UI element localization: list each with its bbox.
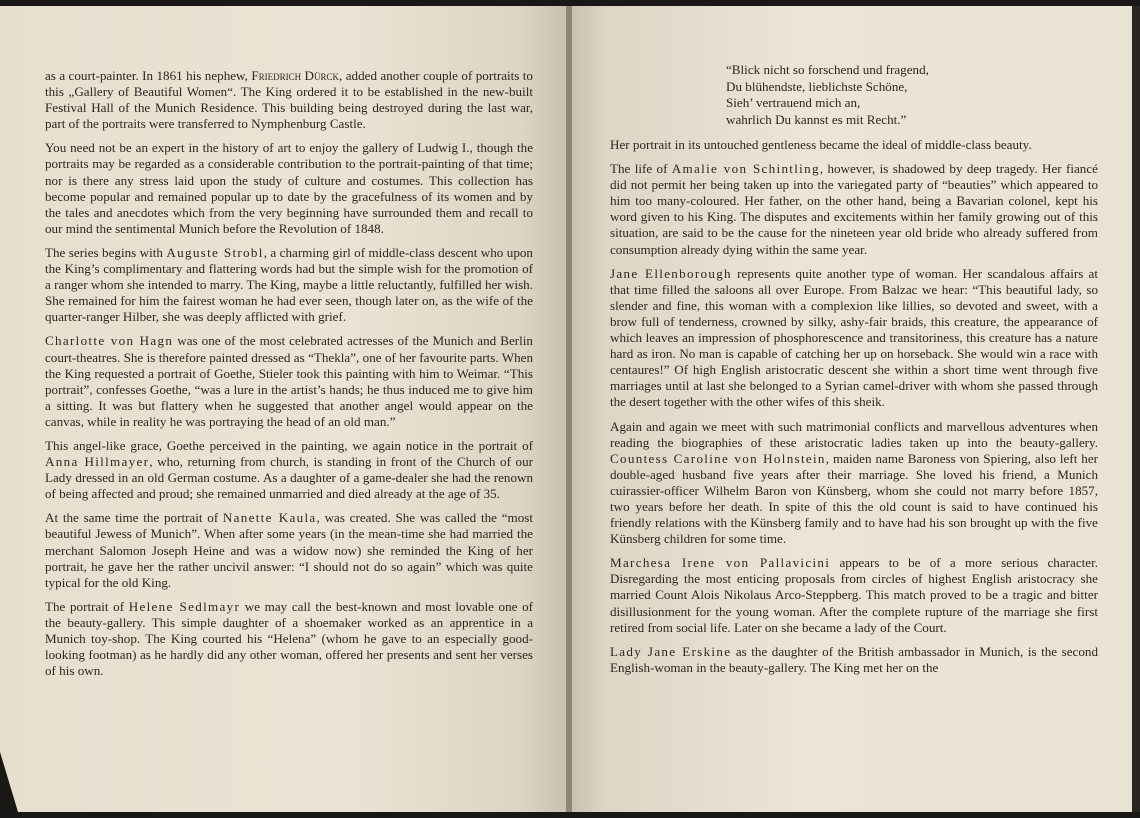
- name-irene-von-pallavicini: Marchesa Irene von Pallavicini: [610, 555, 831, 571]
- right-page: [572, 6, 1132, 812]
- poem-line: Sieh’ vertrauend mich an,: [726, 95, 861, 110]
- name-auguste-strobl: Auguste Strobl: [166, 244, 264, 260]
- name-caroline-von-holnstein: Countess Caroline von Holnstein: [610, 450, 826, 466]
- right-edge-shadow: [1132, 6, 1140, 812]
- paragraph-amalie-von-schintling: The life of Amalie von Schintling, however, is shadowed by deep tragedy. Her fiancé did not permit her being taken up into the variegated party of “beauties” which appeared to him too many-coloured. Her father, on the other hand, being a Bavarian colonel, kept his word given to his King. The disputes and excitements within her family growing out of this situation, are said to be the cause for the nineteen year old bride who already suffered from consumption already dying within the same year.: [610, 161, 1098, 257]
- name-friedrich-durck: Friedrich Dürck: [251, 68, 340, 83]
- paragraph-caroline-von-holnstein: Again and again we meet with such matrimonial conflicts and marvellous adventures when reading the biographies of these aristocratic ladies taken up into the beauty-gallery. Countess Caroline von Holnstein, maiden name Baroness von Spiering, also left her double-aged husband five years after their marriage. She loved his friend, a Munich cuirassier-officer Wilhelm Baron von Künsberg, whom she could not marry before 1857, two years before her death. In spite of this the old count is said to have continued his friendly relations with the Künsberg family and to have had his son brought up with the five Künsberg children for some time.: [610, 418, 1098, 547]
- paragraph-helene-sedlmayr: The portrait of Helene Sedlmayr we may call the best-known and most lovable one of the beauty-gallery. This simple daughter of a shoemaker worked as an apprentice in a Munich toy-shop. The King courted his “Helena” (whom he gave to an especially good-looking footman) as he hardly did any other woman, offered her presents and sent her verses of his own.: [45, 598, 534, 679]
- paragraph-irene-von-pallavicini: Marchesa Irene von Pallavicini appears to be of a more serious character. Disregarding the most enticing proposals from circles of highest English aristocracy she married Count Alois Nikolaus Arco-Steppberg. This match proved to be a tragic and bitter disillusionment for the young woman. After the complete rupture of the marriage she first retired from social life. Later on she became a lady of the Court.: [610, 555, 1099, 635]
- paragraph-durck: as a court-painter. In 1861 his nephew, Friedrich Dürck, added another couple of portraits to this „Gallery of Beautiful Women“. The King ordered it to be established in the new-built Festival Hall of the Munich Residence. This building being destroyed during the last war, part of the portraits were transferred to Nymphenburg Castle.: [45, 68, 533, 132]
- name-helene-sedlmayr: Helene Sedlmayr: [128, 598, 241, 614]
- name-anna-hillmayer: Anna Hillmayer: [45, 454, 150, 470]
- paragraph-gallery-intro: You need not be an expert in the history of art to enjoy the gallery of Ludwig I., though the portraits may be regarded as a considerable contribution to the portrait-painting of that time; nor is there any stress laid upon the study of culture and costumes. This collection has become popular and remained popular up to date by the gracefulness of its women and by the tales and anecdotes which from the very beginning have surrounded them and recall to our mind the sentimental Munich before the Revolution of 1848.: [45, 140, 533, 236]
- paragraph-portrait-ideal: Her portrait in its untouched gentleness became the ideal of middle-class beauty.: [610, 137, 1032, 152]
- poem-line: wahrlich Du kannst es mit Recht.”: [726, 111, 907, 127]
- right-page-text: [610, 62, 1098, 684]
- name-jane-erskine: Lady Jane Erskine: [610, 643, 732, 659]
- poem-line: Du blühendste, lieblichste Schöne,: [726, 78, 908, 94]
- name-jane-ellenborough: Jane Ellenborough: [610, 265, 732, 281]
- name-nanette-kaula: Nanette Kaula: [222, 510, 317, 526]
- paragraph-nanette-kaula: At the same time the portrait of Nanette Kaula, was created. She was called the “most beautiful Jewess of Munich”. When after some years (in the mean-time she had married the merchant Salomon Joseph Heine and was a widow now) she reminded the King of her portrait, he gave her the rather uncivil answer: “I should not do so again” which was quite typical for the old King.: [45, 510, 533, 590]
- left-page: [0, 6, 568, 812]
- name-charlotte-von-hagn: Charlotte von Hagn: [45, 333, 174, 349]
- left-page-text: [45, 68, 533, 687]
- paragraph-jane-erskine: Lady Jane Erskine as the daughter of the British ambassador in Munich, is the second English-woman in the beauty-gallery. The King met her on the: [610, 643, 1098, 675]
- poem-line: “Blick nicht so forschend und fragend,: [726, 62, 929, 77]
- paragraph-jane-ellenborough: Jane Ellenborough represents quite another type of woman. Her scandalous affairs at that time filled the saloons all over Europe. From Balzac we hear: “This beautiful lady, so slender and fine, this woman with a complexion like lillies, so devoted and sweet, with a brow full of tenderness, crowned by silky, ashy-fair braids, this creature, the appearance of which leaves an impression of phosphorescence and transitoriness, this creature has a nature hard as iron. No man is capable of catching her up on horseback. She would win a race with centaures!” Of high English aristocratic descent she within a short time went through five marriages until at last she belonged to a Syrian camel-driver with whom she passed through the desert together with the other wifes of this sheik.: [610, 265, 1098, 410]
- name-amalie-von-schintling: Amalie von Schintling: [671, 161, 820, 177]
- paragraph-anna-hillmayer: This angel-like grace, Goethe perceived in the painting, we again notice in the portrait of Anna Hillmayer, who, returning from church, is standing in front of the Church of our Lady dressed in an old German costume. As a daughter of a game-dealer she had the renown of being affected and proud; she remained unmarried and died already at the age of 35.: [45, 437, 533, 502]
- paragraph-auguste-strobl: The series begins with Auguste Strobl, a charming girl of middle-class descent who upon the King’s complimentary and flattering words had but the simple wish for the promotion of a ranger whom she intended to marry. The King, maybe a little reluctantly, fulfilled her wish. She remained for him the fairest woman he had ever seen, though later on, as the wife of the quarter-ranger Hilber, she was deeply afflicted with grief.: [45, 244, 533, 325]
- paragraph-charlotte-von-hagn: Charlotte von Hagn was one of the most celebrated actresses of the Munich and Berlin court-theatres. She is therefore painted dressed as “Thekla”, one of her favourite parts. When the King requested a portrait of Goethe, Stieler took this painting with him to Weimar. “This portrait”, confesses Goethe, “was a lure in the artist’s hands; he thus induced me to give him a sitting. It was but flattery when he suggested that another angel would appear on the canvas, while in reality he was portraying the head of an old man.”: [45, 333, 533, 429]
- poem-verse: [726, 62, 1098, 128]
